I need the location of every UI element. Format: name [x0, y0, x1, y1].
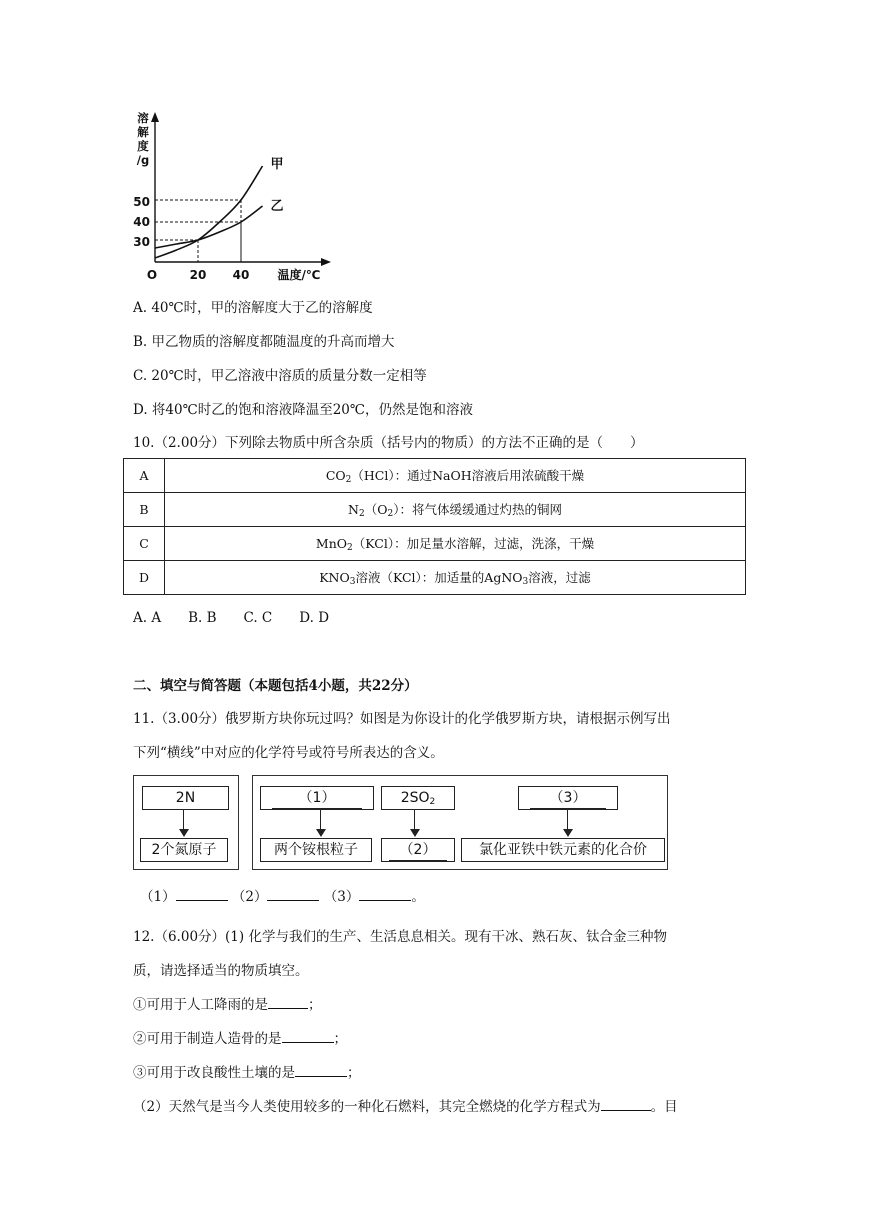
row-value: $N_2(O_2)$：将气体缓缓通过灼热的铜网: [165, 493, 746, 527]
row-key: D: [124, 561, 165, 595]
fill-blank[interactable]: [295, 1076, 347, 1077]
arrow-head-icon: [179, 829, 189, 837]
solubility-chart: [125, 108, 335, 288]
fill-blank[interactable]: [601, 1110, 651, 1111]
answer-blank-3[interactable]: [359, 900, 411, 901]
arrow: [183, 810, 184, 830]
arrow-head-icon: [563, 829, 573, 837]
x-axis-label: 温度/℃: [277, 268, 321, 282]
x-tick-label: 40: [232, 268, 250, 282]
y-tick-label: 50: [133, 195, 150, 209]
section-title: 二、填空与简答题（本题包括4小题，共22分）: [133, 678, 418, 694]
q12-stem-line2: 质，请选择适当的物质填空。: [133, 963, 309, 979]
table-row: [124, 527, 746, 561]
arrow: [567, 810, 568, 830]
ferrous-chloride-box: 氯化亚铁中铁元素的化合价: [461, 838, 665, 862]
arrow-head-icon: [410, 829, 420, 837]
blank-2-box: （2）: [381, 838, 455, 862]
q10-answers: A. A B. B C. C D. D: [133, 610, 330, 626]
y-axis-label: 溶: [137, 111, 149, 125]
y-axis-label: 度: [137, 139, 149, 153]
answer-blank-1[interactable]: [176, 900, 228, 901]
q9-option-a: A. 40℃时，甲的溶解度大于乙的溶解度: [133, 300, 373, 316]
q11-stem-line1: 11.（3.00分）俄罗斯方块你玩过吗？如图是为你设计的化学俄罗斯方块，请根据示例写出: [133, 711, 671, 727]
arrow: [414, 810, 415, 830]
q12-item-3: ③可用于改良酸性土壤的是 ；: [133, 1065, 361, 1081]
q11-stem-line2: 下列“横线”中对应的化学符号或符号所表达的含义。: [133, 745, 444, 761]
arrow: [320, 810, 321, 830]
table-row: [124, 561, 746, 595]
q9-option-b: B. 甲乙物质的溶解度都随温度的升高而增大: [133, 334, 395, 350]
answer-blank-2[interactable]: [267, 900, 319, 901]
x-tick-label: 20: [189, 268, 207, 282]
q12-part2: （2）天然气是当今人类使用较多的一种化石燃料，其完全燃烧的化学方程式为 。目: [133, 1099, 678, 1115]
y-axis-label: 解: [137, 125, 149, 139]
y-tick-label: 30: [133, 235, 150, 249]
series-label: 乙: [270, 199, 284, 214]
row-value: $CO_2(HCl)$：通过NaOH溶液后用浓硫酸干燥: [165, 459, 746, 493]
q11-answer-line: （1） （2） （3） 。: [140, 889, 425, 905]
y-tick-label: 40: [133, 215, 150, 229]
y-axis-arrow-icon: [151, 112, 159, 122]
arrow-head-icon: [316, 829, 326, 837]
fill-blank[interactable]: [282, 1042, 334, 1043]
q9-option-c: C. 20℃时，甲乙溶液中溶质的质量分数一定相等: [133, 368, 427, 384]
blank-3-box: （3）: [518, 786, 618, 810]
y-axis-label: /g: [136, 153, 150, 167]
q12-item-1: ①可用于人工降雨的是 ；: [133, 997, 322, 1013]
row-key: A: [124, 459, 165, 493]
fill-blank[interactable]: [268, 1008, 308, 1009]
series-label: 甲: [270, 157, 284, 172]
row-key: B: [124, 493, 165, 527]
q9-option-d: D. 将40℃时乙的饱和溶液降温至20℃，仍然是饱和溶液: [133, 402, 473, 418]
ammonium-box: 两个铵根粒子: [260, 838, 372, 862]
q10-stem: 10.（2.00分）下列除去物质中所含杂质（括号内的物质）的方法不正确的是（ ）: [133, 435, 644, 451]
table-row: [124, 493, 746, 527]
example-bottom-box: 2个氮原子: [140, 838, 228, 862]
row-key: C: [124, 527, 165, 561]
table-row: [124, 459, 746, 493]
origin-label: O: [146, 268, 158, 282]
series-line-2: [155, 206, 263, 248]
q10-options-table: [123, 458, 746, 595]
x-axis-arrow-icon: [321, 258, 331, 266]
q12-stem-line1: 12.（6.00分）(1) 化学与我们的生产、生活息息相关。现有干冰、熟石灰、钛合金三种物: [133, 929, 667, 945]
q12-item-2: ②可用于制造人造骨的是 ；: [133, 1031, 347, 1047]
row-value: MnO$_2$（KCl）：加足量水溶解，过滤，洗涤，干燥: [165, 527, 746, 561]
so2-box: $2SO_2$: [381, 786, 455, 810]
row-value: $KNO_3$溶液（KCl）：加适量的AgNO$_3$溶液，过滤: [165, 561, 746, 595]
blank-1-box: （1）: [260, 786, 374, 810]
example-top-box: 2N: [142, 786, 229, 810]
